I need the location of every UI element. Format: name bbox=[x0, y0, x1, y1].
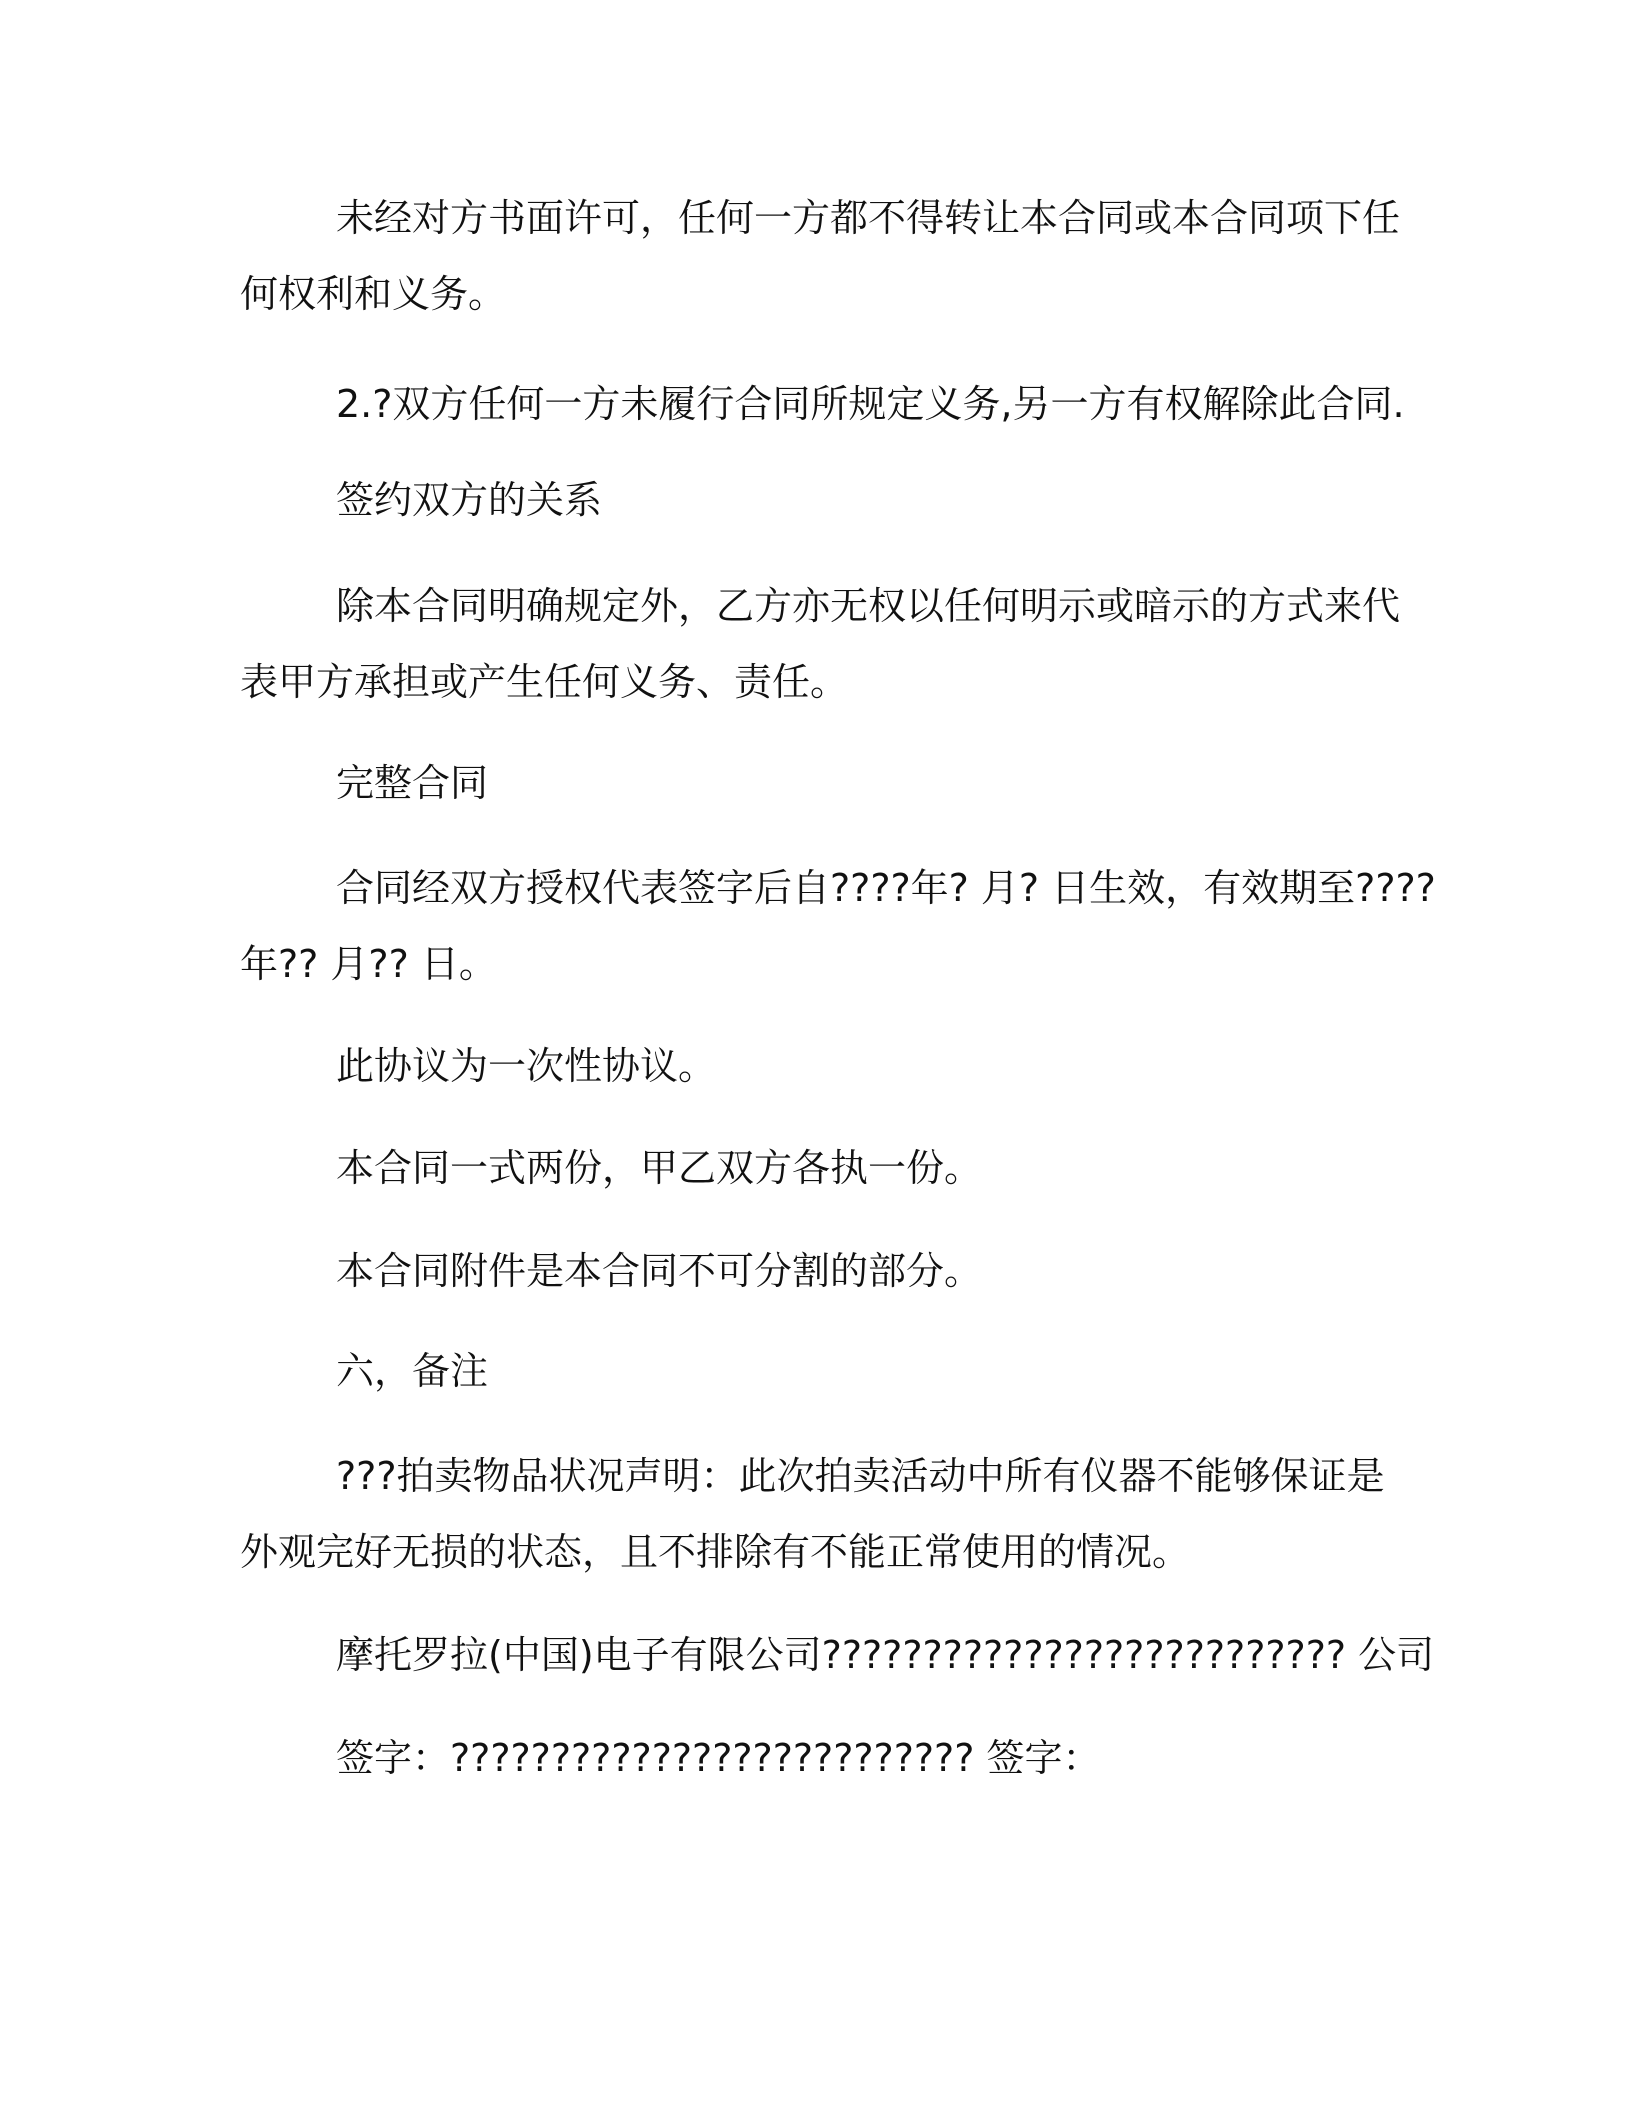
paragraph-line: 签字：?????????????????????????? 签字： bbox=[336, 1736, 1101, 1780]
paragraph-no-authority bbox=[240, 568, 1401, 720]
heading-line: 签约双方的关系 bbox=[336, 478, 603, 522]
paragraph-line: 表甲方承担或产生任何义务、责任。 bbox=[240, 660, 849, 704]
paragraph-effective-date bbox=[240, 850, 1436, 1002]
heading-party-relationship bbox=[240, 462, 1390, 538]
paragraph-line: ???拍卖物品状况声明：此次拍卖活动中所有仪器不能够保证是 bbox=[336, 1454, 1385, 1498]
heading-entire-contract bbox=[240, 745, 1390, 821]
paragraph-line: 本合同一式两份，甲乙双方各执一份。 bbox=[336, 1146, 983, 1190]
paragraph-copies bbox=[240, 1130, 1390, 1206]
paragraph-company-names bbox=[240, 1617, 1435, 1693]
paragraph-one-time-agreement bbox=[240, 1028, 1390, 1104]
paragraph-line: 外观完好无损的状态，且不排除有不能正常使用的情况。 bbox=[240, 1530, 1191, 1574]
paragraph-line: 摩托罗拉(中国)电子有限公司?????????????????????????? 公司 bbox=[336, 1633, 1435, 1677]
paragraph-line: 除本合同明确规定外，乙方亦无权以任何明示或暗示的方式来代 bbox=[336, 584, 1401, 628]
paragraph-item-condition-statement bbox=[240, 1438, 1390, 1590]
paragraph-line: 合同经双方授权代表签字后自????年? 月? 日生效，有效期至???? bbox=[336, 866, 1436, 910]
paragraph-line: 2.?双方任何一方未履行合同所规定义务,另一方有权解除此合同. bbox=[336, 382, 1405, 426]
heading-line: 六，备注 bbox=[336, 1349, 489, 1393]
paragraph-line: 何权利和义务。 bbox=[240, 272, 507, 316]
paragraph-line: 未经对方书面许可，任何一方都不得转让本合同或本合同项下任 bbox=[336, 196, 1401, 240]
paragraph-attachments bbox=[240, 1233, 1390, 1309]
heading-remarks bbox=[240, 1333, 1390, 1409]
heading-line: 完整合同 bbox=[336, 761, 489, 805]
paragraph-line: 年?? 月?? 日。 bbox=[240, 942, 497, 986]
paragraph-line: 此协议为一次性协议。 bbox=[336, 1044, 717, 1088]
paragraph-signatures bbox=[240, 1720, 1390, 1796]
paragraph-termination-right bbox=[240, 366, 1405, 442]
paragraph-line: 本合同附件是本合同不可分割的部分。 bbox=[336, 1249, 983, 1293]
paragraph-transfer-restriction bbox=[240, 180, 1401, 332]
